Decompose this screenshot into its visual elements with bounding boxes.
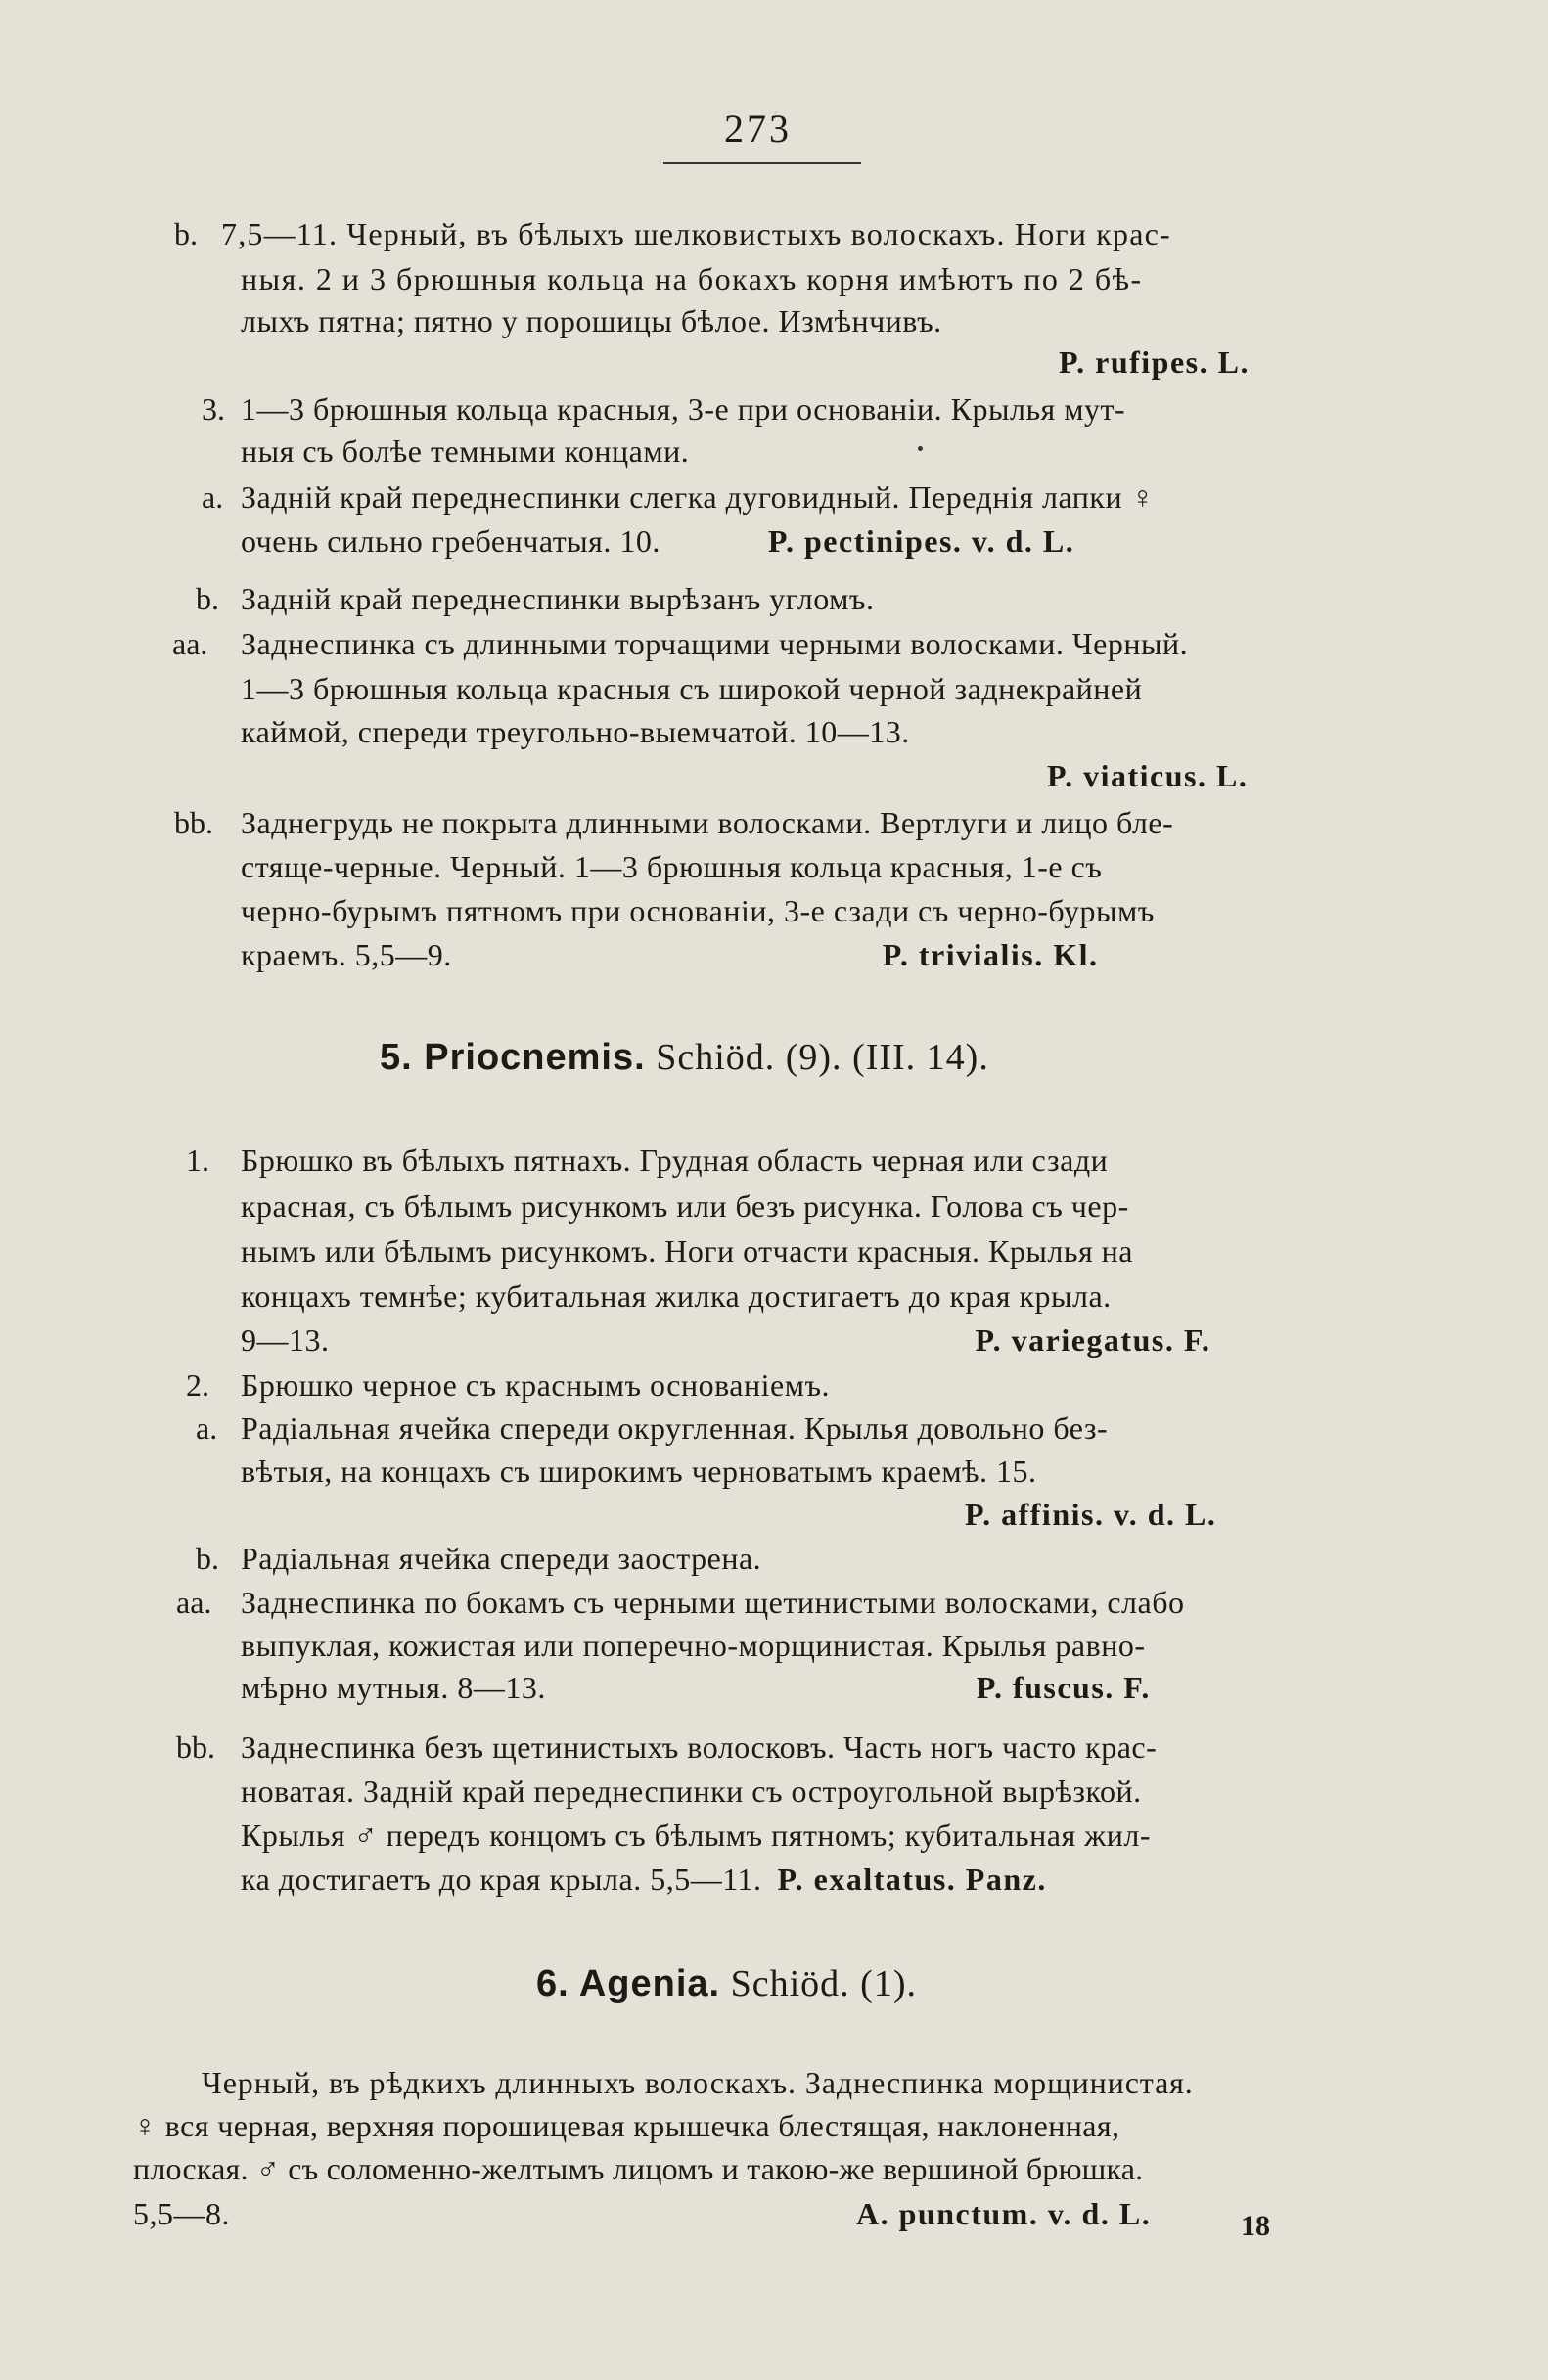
key-label: b. (196, 1541, 219, 1576)
species-name: P. exaltatus. Panz. (777, 1862, 1047, 1897)
key-line: краемъ. 5,5—9. P. trivialis. Kl. (241, 937, 1099, 972)
key-label: bb. (174, 805, 213, 840)
genus-author: Schiöd. (1). (730, 1963, 917, 2004)
species-name: P. rufipes. L. (1059, 344, 1250, 380)
key-line: Брюшко черное съ краснымъ основанiемъ. (241, 1368, 831, 1403)
page-number: 273 (724, 107, 792, 151)
species-name: P. pectinipes. v. d. L. (767, 523, 1075, 559)
key-line: стяще-черные. Черный. 1—3 брюшныя кольца красныя, 1-е съ (241, 849, 1103, 884)
key-line: вѣтыя, на концахъ съ широкимъ черноватымъ краемѣ. 15. (241, 1454, 1037, 1489)
key-line: Заднегрудь не покрыта длинными волосками. Вертлуги и лицо бле- (241, 805, 1174, 840)
body-line: 5,5—8. A. punctum. v. d. L. (133, 2196, 1152, 2231)
section-heading (380, 1036, 989, 1079)
species-name: P. fuscus. F. (976, 1670, 1151, 1705)
key-line: мѣрно мутныя. 8—13. P. fuscus. F. (241, 1670, 1151, 1705)
key-line: ныя. 2 и 3 брюшныя кольца на бокахъ корня имѣютъ по 2 бѣ- (241, 261, 1143, 296)
key-line: черно-бурымъ пятномъ при основанiи, 3-е сзади съ черно-бурымъ (241, 893, 1155, 928)
key-line: Крылья ♂ передъ концомъ съ бѣлымъ пятномъ; кубитальная жил- (241, 1818, 1152, 1853)
key-label: bb. (176, 1729, 215, 1765)
key-line: Заднiй край переднеспинки вырѣзанъ угломъ. (241, 581, 875, 616)
section-heading (536, 1962, 917, 2005)
key-line: 1—3 брюшныя кольца красныя, 3-е при основанiи. Крылья мут- (241, 391, 1126, 427)
key-line: лыхъ пятна; пятно у порошицы бѣлое. Измѣнчивъ. (241, 303, 942, 338)
key-line: очень сильно гребенчатыя. 10. P. pectinipes. v. d. L. (241, 523, 1075, 559)
key-label: b. (174, 216, 198, 251)
key-line: 9—13. P. variegatus. F. (241, 1323, 1211, 1358)
key-line: новатая. Заднiй край переднеспинки съ остроугольной вырѣзкой. (241, 1774, 1142, 1809)
key-line: каймой, спереди треугольно-выемчатой. 10—13. (241, 714, 910, 749)
key-label: b. (196, 581, 219, 616)
key-line: Радiальная ячейка спереди заострена. (241, 1541, 762, 1576)
species-name: P. affinis. v. d. L. (965, 1497, 1217, 1532)
key-line: 1—3 брюшныя кольца красныя съ широкой черной заднекрайней (241, 671, 1143, 706)
ink-speck (918, 446, 923, 451)
key-line: Брюшко въ бѣлыхъ пятнахъ. Грудная область черная или сзади (241, 1143, 1109, 1178)
key-line: Заднеспинка безъ щетинистыхъ волосковъ. Часть ногъ часто крас- (241, 1729, 1158, 1765)
header-rule (663, 162, 861, 164)
body-line: Черный, въ рѣдкихъ длинныхъ волоскахъ. Заднеспинка морщинистая. (202, 2065, 1194, 2100)
genus-author: Schiöd. (9). (III. 14). (656, 1037, 989, 1078)
key-label: a. (202, 479, 224, 515)
key-line: Заднеспинка съ длинными торчащими черными волосками. Черный. (241, 626, 1189, 661)
key-label: 3. (202, 391, 225, 427)
body-line: плоская. ♂ съ соломенно-желтымъ лицомъ и такою-же вершиной брюшка. (133, 2151, 1144, 2186)
key-label: aa. (172, 626, 208, 661)
key-label: 1. (186, 1143, 209, 1178)
genus-title: 6. Agenia. (536, 1963, 721, 2004)
genus-title: 5. Priocnemis. (380, 1037, 646, 1078)
species-name: P. viaticus. L. (1047, 758, 1249, 793)
key-label: aa. (176, 1585, 212, 1620)
key-line: Заднiй край переднеспинки слегка дуговидный. Переднiя лапки ♀ (241, 479, 1156, 515)
key-line: Радiальная ячейка спереди округленная. Крылья довольно без- (241, 1411, 1109, 1446)
key-label: a. (196, 1411, 218, 1446)
key-line: 7,5—11. Черный, въ бѣлыхъ шелковистыхъ волоскахъ. Ноги крас- (221, 216, 1171, 251)
species-name: P. variegatus. F. (975, 1323, 1211, 1358)
key-label: 2. (186, 1368, 209, 1403)
species-name: A. punctum. v. d. L. (856, 2196, 1152, 2231)
key-line: концахъ темнѣе; кубитальная жилка достигаетъ до края крыла. (241, 1279, 1112, 1314)
key-line: выпуклая, кожистая или поперечно-морщинистая. Крылья равно- (241, 1628, 1146, 1663)
body-line: ♀ вся черная, верхняя порошицевая крышечка блестящая, наклоненная, (133, 2108, 1120, 2143)
key-line: красная, съ бѣлымъ рисункомъ или безъ рисунка. Голова съ чер- (241, 1189, 1129, 1224)
signature-mark: 18 (1241, 2210, 1270, 2242)
key-line: ка достигаетъ до края крыла. 5,5—11. P. exaltatus. Panz. (241, 1862, 1047, 1897)
key-line: нымъ или бѣлымъ рисункомъ. Ноги отчасти красныя. Крылья на (241, 1234, 1133, 1269)
species-name: P. trivialis. Kl. (882, 937, 1099, 972)
key-line: Заднеспинка по бокамъ съ черными щетинистыми волосками, слабо (241, 1585, 1185, 1620)
key-line: ныя съ болѣе темными концами. (241, 433, 690, 469)
